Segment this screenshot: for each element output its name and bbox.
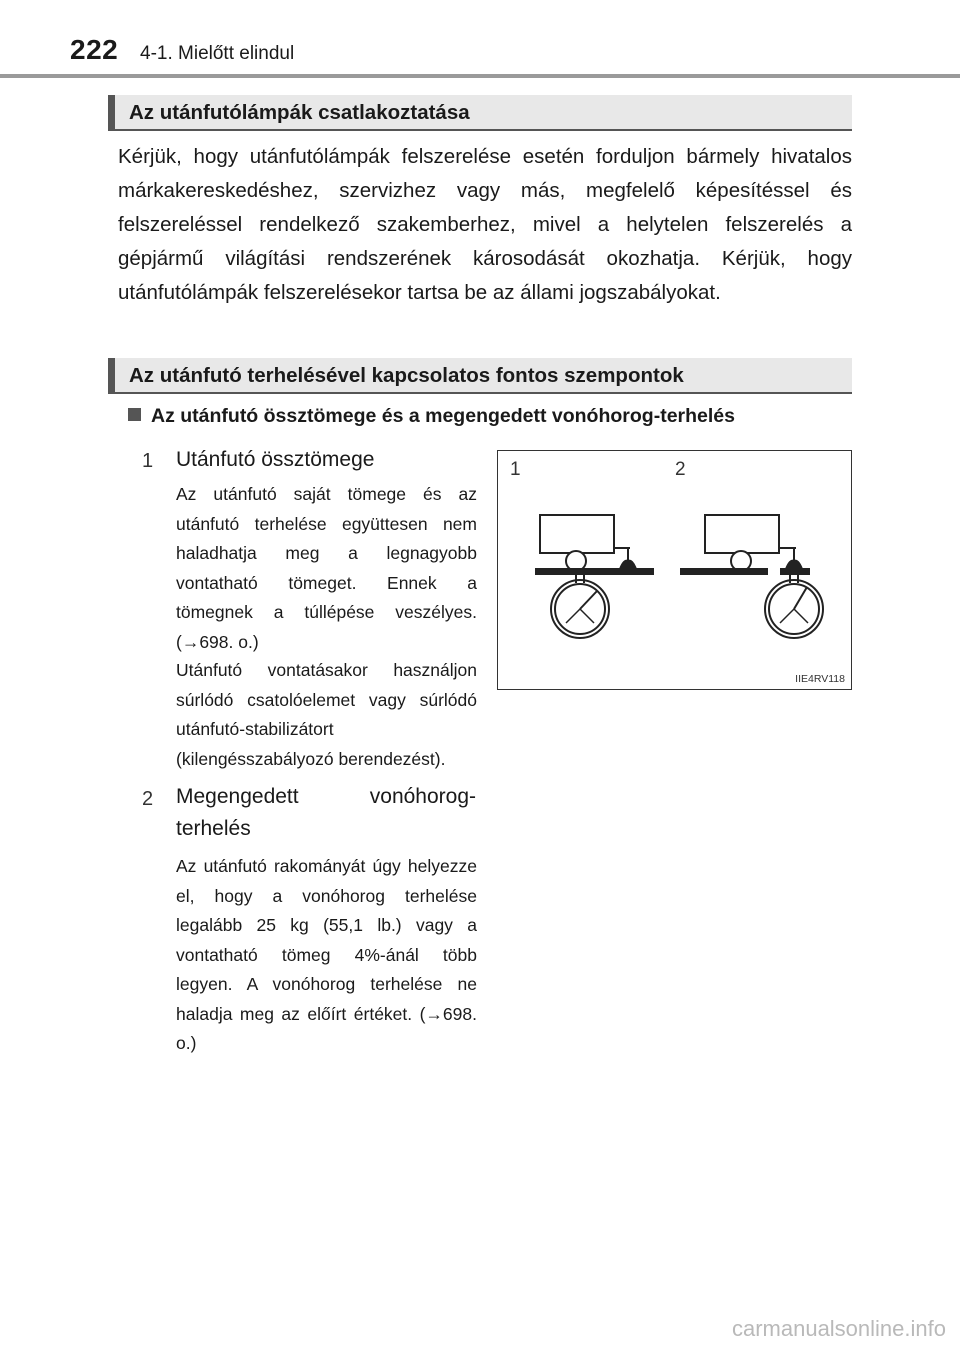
item-title-gross-weight: Utánfutó össztömege [176, 448, 375, 471]
trailer-lights-paragraph: Kérjük, hogy utánfutólámpák felszerelése esetén forduljon bármely hivatalos márkakereskedéshez, szervizhez vagy más, megfelelő képesítéssel és felszereléssel rendelkező szakemberhez, mivel a helytelen felszerelés a gépjármű világítási rendszerének károsodását okozhatja. Kérjük, hogy utánfutólámpák felszerelésekor tartsa be az állami jogszabályokat. [118, 145, 852, 304]
scale-needle-tail [566, 609, 580, 623]
heading-text: Az utánfutó terhelésével kapcsolatos fontos szempontok [129, 364, 684, 387]
trailer-body-icon [705, 515, 779, 553]
subheading [128, 405, 735, 428]
item-number-2 [142, 785, 153, 811]
figure-label-1: 1 [510, 459, 521, 480]
scale-needle-tail [580, 609, 594, 623]
section-breadcrumb: 4-1. Mielőtt elindul [140, 43, 295, 64]
heading-text: Az utánfutólámpák csatlakoztatása [129, 101, 470, 124]
scale-needle-tail [780, 609, 794, 623]
hitch-ball [620, 561, 636, 569]
item-body-sway-control: Utánfutó vontatásakor használjon súrlódó csatolóelemet vagy súrlódó utánfutó-stabilizátort (kilengésszabályozó berendezést). [176, 660, 477, 769]
hitch-ball [786, 561, 802, 569]
scale-needle [580, 591, 597, 609]
subheading-text: Az utánfutó össztömege és a megengedett vonóhorog-terhelés [151, 405, 735, 427]
scale-needle [794, 587, 807, 609]
figure-id: IIE4RV118 [795, 673, 845, 685]
gross-weight-illustration [536, 515, 653, 638]
watermark: carmanualsonline.info [731, 1316, 946, 1341]
section-heading-trailer-lights [108, 95, 852, 131]
section-heading-trailer-load [108, 358, 852, 394]
item-number-text: 2 [142, 788, 154, 810]
item-body-tongue-weight: Az utánfutó rakományát úgy helyezze el, hogy a vonóhorog terhelése legalább 25 kg (55,1 lb.) vagy a vontatható tömeg 4%-ánál több legyen. A vonóhorog terhelése ne haladja meg az előírt értéket. (→698. o.) [176, 856, 477, 1053]
ground-line [681, 569, 767, 574]
item-body-gross-weight: Az utánfutó saját tömege és az utánfutó terhelése együttesen nem haladhatja meg a legnagyobb vontatható tömeget. Ennek a tömegnek a túllépése veszélyes. (→698. o.) [176, 484, 477, 652]
item-number-1 [142, 447, 153, 473]
figure-label-2: 2 [675, 459, 686, 480]
tongue-weight-illustration [681, 515, 823, 638]
header-divider [0, 74, 960, 78]
item-number-text: 1 [142, 450, 154, 472]
scale-needle-tail [794, 609, 808, 623]
page-number: 222 [70, 34, 119, 65]
trailer-weight-diagram [497, 450, 852, 690]
diagram-drawing [498, 451, 853, 691]
item-title-tongue-weight: Megengedett vonóhorog-terhelés [176, 785, 476, 840]
trailer-body-icon [540, 515, 614, 553]
square-bullet-icon [128, 408, 141, 421]
